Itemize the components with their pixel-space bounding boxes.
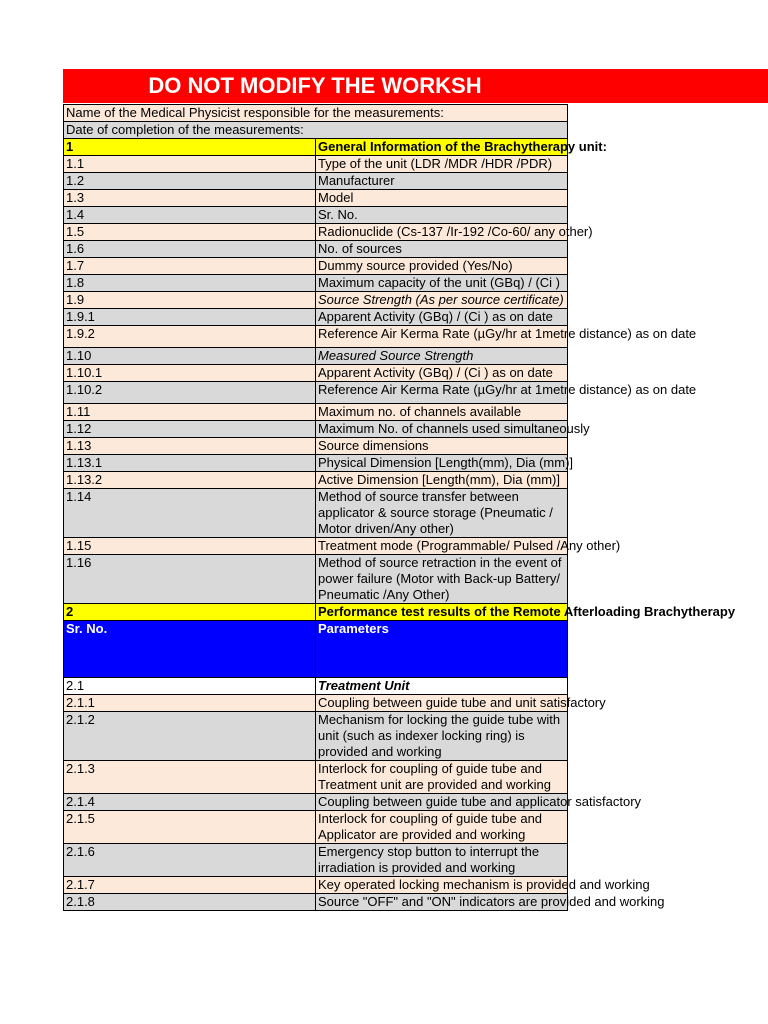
table-row [64, 489, 568, 538]
table-row [64, 794, 568, 811]
row-text-cell[interactable]: Source "OFF" and "ON" indicators are provided and working [316, 894, 568, 911]
row-number-cell[interactable]: 1.7 [64, 258, 316, 275]
table-row [64, 538, 568, 555]
row-number-cell[interactable]: 1 [64, 139, 316, 156]
table-row [64, 811, 568, 844]
row-text-cell[interactable]: Model [316, 190, 568, 207]
table-row [64, 695, 568, 712]
table-row [64, 156, 568, 173]
completion-date-label[interactable]: Date of completion of the measurements: [64, 122, 568, 139]
row-text-cell[interactable]: Reference Air Kerma Rate (µGy/hr at 1metre distance) as on date [316, 326, 568, 348]
row-text-cell[interactable]: Sr. No. [316, 207, 568, 224]
row-number-cell[interactable]: 1.9.2 [64, 326, 316, 348]
warning-banner-text: DO NOT MODIFY THE WORKSH [148, 73, 482, 98]
row-text-cell[interactable]: Radionuclide (Cs-137 /Ir-192 /Co-60/ any other) [316, 224, 568, 241]
table-row [64, 224, 568, 241]
worksheet-table [63, 104, 736, 911]
row-number-cell[interactable]: 2.1.2 [64, 712, 316, 761]
row-number-cell[interactable]: 1.1 [64, 156, 316, 173]
row-number-cell[interactable]: 1.13.1 [64, 455, 316, 472]
row-text-cell[interactable]: Emergency stop button to interrupt the irradiation is provided and working [316, 844, 568, 877]
row-text-cell[interactable]: Physical Dimension [Length(mm), Dia (mm)] [316, 455, 568, 472]
table-row [64, 326, 568, 348]
table-row [64, 275, 568, 292]
row-number-cell[interactable]: 1.15 [64, 538, 316, 555]
row-number-cell[interactable]: 2.1.3 [64, 761, 316, 794]
row-text-cell[interactable]: Dummy source provided (Yes/No) [316, 258, 568, 275]
row-text-cell[interactable]: Method of source retraction in the event of power failure (Motor with Back-up Battery/ Pneumatic /Any Other) [316, 555, 568, 604]
row-text-cell[interactable]: Parameters [316, 621, 568, 678]
row-text-cell[interactable]: Method of source transfer between applicator & source storage (Pneumatic / Motor driven/Any other) [316, 489, 568, 538]
table-row [64, 678, 568, 695]
table-row [64, 761, 568, 794]
row-number-cell[interactable]: 2.1.5 [64, 811, 316, 844]
row-number-cell[interactable]: 1.12 [64, 421, 316, 438]
table-row [64, 877, 568, 894]
row-text-cell[interactable]: Source dimensions [316, 438, 568, 455]
row-number-cell[interactable]: 1.14 [64, 489, 316, 538]
table-row [64, 894, 568, 911]
completion-date-row [64, 122, 568, 139]
row-number-cell[interactable]: 1.2 [64, 173, 316, 190]
row-text-cell[interactable]: Measured Source Strength [316, 348, 568, 365]
row-number-cell[interactable]: 2.1.7 [64, 877, 316, 894]
table-row [64, 241, 568, 258]
table-row [64, 207, 568, 224]
section-header-row [64, 139, 568, 156]
row-number-cell[interactable]: 1.11 [64, 404, 316, 421]
row-text-cell[interactable]: No. of sources [316, 241, 568, 258]
table-row [64, 173, 568, 190]
row-text-cell[interactable]: Maximum no. of channels available [316, 404, 568, 421]
row-text-cell[interactable]: Interlock for coupling of guide tube and Treatment unit are provided and working [316, 761, 568, 794]
row-text-cell[interactable]: Apparent Activity (GBq) / (Ci ) as on date [316, 365, 568, 382]
row-text-cell[interactable]: Apparent Activity (GBq) / (Ci ) as on date [316, 309, 568, 326]
row-text-cell[interactable]: Active Dimension [Length(mm), Dia (mm)] [316, 472, 568, 489]
row-text-cell[interactable]: General Information of the Brachytherapy unit: [316, 139, 568, 156]
column-header-row [64, 621, 568, 678]
table-row [64, 421, 568, 438]
table-row [64, 365, 568, 382]
table-row [64, 555, 568, 604]
section-header-row [64, 604, 568, 621]
table-row [64, 712, 568, 761]
table-row [64, 382, 568, 404]
row-text-cell[interactable]: Coupling between guide tube and unit satisfactory [316, 695, 568, 712]
row-number-cell[interactable]: 2.1.6 [64, 844, 316, 877]
table-row [64, 844, 568, 877]
row-number-cell[interactable]: 1.6 [64, 241, 316, 258]
row-number-cell[interactable]: Sr. No. [64, 621, 316, 678]
row-text-cell[interactable]: Maximum capacity of the unit (GBq) / (Ci ) [316, 275, 568, 292]
table-row [64, 472, 568, 489]
row-number-cell[interactable]: 2.1.4 [64, 794, 316, 811]
warning-banner [63, 69, 768, 103]
table-row [64, 404, 568, 421]
table-row [64, 292, 568, 309]
row-number-cell[interactable]: 1.10.2 [64, 382, 316, 404]
row-text-cell[interactable]: Key operated locking mechanism is provided and working [316, 877, 568, 894]
row-text-cell[interactable]: Maximum No. of channels used simultaneously [316, 421, 568, 438]
row-number-cell[interactable]: 2.1.1 [64, 695, 316, 712]
row-text-cell[interactable]: Manufacturer [316, 173, 568, 190]
table-row [64, 309, 568, 326]
row-text-cell[interactable]: Source Strength (As per source certificate) [316, 292, 568, 309]
row-text-cell[interactable]: Coupling between guide tube and applicator satisfactory [316, 794, 568, 811]
row-number-cell[interactable]: 1.4 [64, 207, 316, 224]
row-number-cell[interactable]: 1.16 [64, 555, 316, 604]
table-row [64, 348, 568, 365]
physicist-name-label[interactable]: Name of the Medical Physicist responsible for the measurements: [64, 105, 568, 122]
row-text-cell[interactable]: Treatment mode (Programmable/ Pulsed /Any other) [316, 538, 568, 555]
row-number-cell[interactable]: 1.8 [64, 275, 316, 292]
row-text-cell[interactable]: Interlock for coupling of guide tube and Applicator are provided and working [316, 811, 568, 844]
row-number-cell[interactable]: 1.10 [64, 348, 316, 365]
row-number-cell[interactable]: 1.3 [64, 190, 316, 207]
row-text-cell[interactable]: Treatment Unit [316, 678, 568, 695]
row-number-cell[interactable]: 1.10.1 [64, 365, 316, 382]
physicist-name-row [64, 105, 568, 122]
row-number-cell[interactable]: 1.5 [64, 224, 316, 241]
row-number-cell[interactable]: 2.1 [64, 678, 316, 695]
table-row [64, 438, 568, 455]
table-row [64, 258, 568, 275]
row-text-cell[interactable]: Type of the unit (LDR /MDR /HDR /PDR) [316, 156, 568, 173]
row-text-cell[interactable]: Mechanism for locking the guide tube with unit (such as indexer locking ring) is provided and working [316, 712, 568, 761]
row-number-cell[interactable]: 1.9.1 [64, 309, 316, 326]
row-text-cell[interactable]: Performance test results of the Remote Afterloading Brachytherapy [316, 604, 568, 621]
row-number-cell[interactable]: 1.13 [64, 438, 316, 455]
row-number-cell[interactable]: 2.1.8 [64, 894, 316, 911]
row-number-cell[interactable]: 2 [64, 604, 316, 621]
row-number-cell[interactable]: 1.9 [64, 292, 316, 309]
table-row [64, 190, 568, 207]
table-row [64, 455, 568, 472]
row-number-cell[interactable]: 1.13.2 [64, 472, 316, 489]
row-text-cell[interactable]: Reference Air Kerma Rate (µGy/hr at 1metre distance) as on date [316, 382, 568, 404]
